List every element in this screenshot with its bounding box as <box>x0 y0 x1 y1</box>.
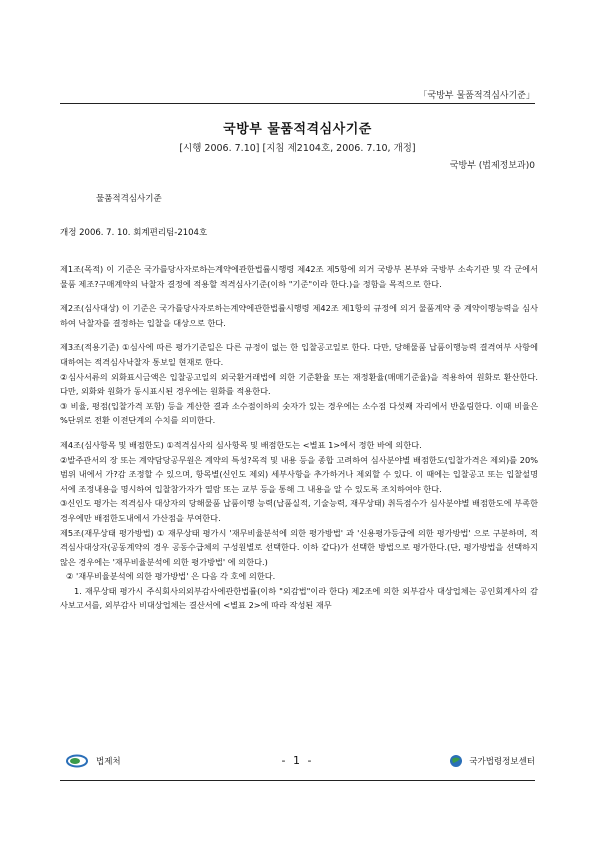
article-3-para-1: 제3조(적용기준) ①심사에 따른 평가기준일은 다른 규정이 없는 한 입찰공고일로 한다. 다만, 당해물품 납품이행능력 결격여부 사항에 대하여는 적격심사낙찰자 통보일 현재로 한다. <box>60 342 538 367</box>
article-3-para-2: ②심사서류의 외화표시금액은 입찰공고일의 외국환거래법에 의한 기준환율 또는 재정환율(매매기준율)을 적용하여 원화로 환산한다. 다만, 외화와 원화가 동시표시된 경우에는 원화를 적용한다. <box>60 371 538 397</box>
article-4-para-1: 제4조(심사항목 및 배점한도) ①적격심사의 심사항목 및 배점한도는 <별표 1>에서 정한 바에 의한다. <box>60 439 422 450</box>
article-1: 제1조(목적) 이 기준은 국가를당사자로하는계약에관한법률시행령 제42조 제5항에 의거 국방부 본부와 국방부 소속기관 및 각 군에서 물품 제조?구매계약의 낙찰자 결정에 적용할 적격심사기준(이하 "기준"이라 한다.)을 정함을 목적으로 한다. <box>60 264 538 289</box>
article-4-para-3: ③신인도 평가는 적격심사 대상자의 당해물품 납품이행 능력(납품실적, 기술능력, 재무상태) 취득점수가 심사분야별 배점한도에 부족한 경우에만 배점한도내에서 가산점을 부여한다. <box>60 498 538 523</box>
header-rule <box>60 103 535 104</box>
globe-logo-icon <box>449 754 463 768</box>
footer <box>60 748 535 778</box>
article-5-item-1: 1. 재무상태 평가시 주식회사의외부감사에관한법률(이하 "외감법"이라 한다) 제2조에 의한 외부감사 대상업체는 공인회계사의 감사보고서를, 외부감사 비대상업체는 결산서에 <별표 2>에 따라 작성된 재무 <box>60 585 538 611</box>
article-3-para-3: ③ 비율, 평점(입찰가격 포함) 등을 계산한 결과 소수점이하의 숫자가 있는 경우에는 소수점 다섯째 자리에서 반올림한다. 이때 비율은 %단위로 전환 이전단계의 수치를 의미한다. <box>60 400 538 426</box>
document-body <box>60 262 538 613</box>
footer-right-text: 국가법령정보센터 <box>469 757 535 767</box>
article-5-para-2: ② '재무비율분석에 의한 평가방법' 은 다음 각 호에 의한다. <box>66 571 276 582</box>
article-2: 제2조(심사대상) 이 기준은 국가를당사자로하는계약에관한법률시행령 제42조 제1항의 규정에 의거 물품계약 중 계약이행능력을 심사하여 낙찰자를 결정하는 입찰을 대상으로 한다. <box>60 303 538 328</box>
revision-line: 개정 2006. 7. 10. 회계편리팀-2104호 <box>60 228 208 238</box>
department-label: 국방부 (법제정보과)0 <box>449 161 535 171</box>
footer-rule <box>60 780 535 781</box>
article-5-para-1: 제5조(재무상태 평가방법) ① 재무상태 평가시 '재무비율분석에 의한 평가방법' 과 '신용평가등급에 의한 평가방법' 으로 구분하며, 적격심사대상자(공동계약의 경우 공동수급체의 구성원별로 선택한다. 이하 같다)가 선택한 방법으로 평가한다.(단, 평가방법을 선택하지 않은 경우에는 '재무비율분석에 의한 평가방법' 에 의한다.) <box>60 527 538 567</box>
footer-right <box>449 754 535 768</box>
document-subtitle: [시행 2006. 7.10] [지침 제2104호, 2006. 7.10, 개정] <box>179 143 416 154</box>
doc-name: 물품적격심사기준 <box>96 194 162 204</box>
footer-left-text: 법제처 <box>96 757 121 767</box>
document-title: 국방부 물품적격심사기준 <box>223 122 372 137</box>
article-4-para-2: ②발주관서의 장 또는 계약담당공무원은 계약의 특성?목적 및 내용 등을 종합 고려하여 심사분야별 배점한도(입찰가격은 제외)를 20% 범위 내에서 가?감 조정할 수 있으며, 항목별(신인도 제외) 세부사항을 추가하거나 제외할 수 있다. 이 때에는 입찰공고 또는 입찰설명서에 조정내용을 명시하여 입찰참가자가 열람 또는 교부 등을 통해 그 내용을 알 수 있도록 조치하여야 한다. <box>60 454 538 494</box>
header-tag: 「국방부 물품적격심사기준」 <box>418 91 535 101</box>
page-number: - 1 - <box>281 754 314 767</box>
